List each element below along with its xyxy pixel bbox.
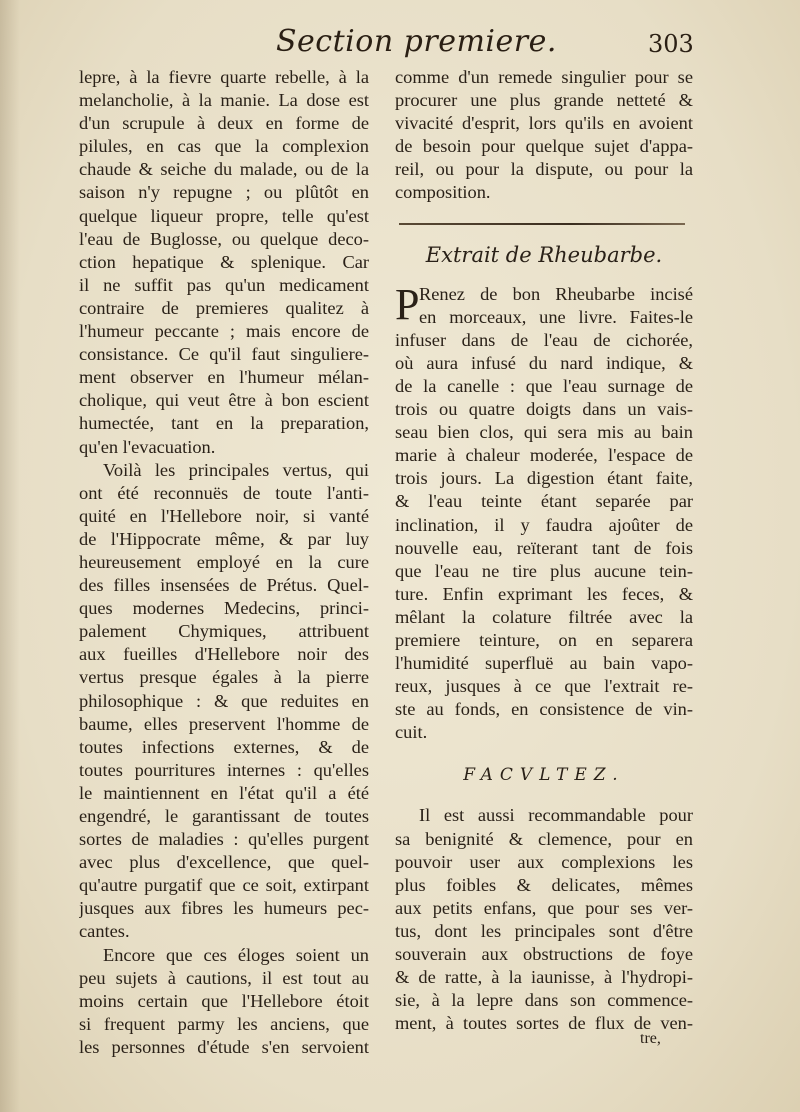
- text-line: cantes.: [79, 921, 130, 942]
- text-line: ment, à toutes sortes de flux de ven-: [395, 1013, 693, 1034]
- text-line: sa benignité & clemence, pour en: [395, 828, 693, 849]
- text-line: l'humidité superfluë au bain vapo-: [395, 653, 693, 674]
- text-line: pouvoir user aux complexions les: [395, 851, 693, 872]
- text-line: mêlant la colature filtrée avec la: [395, 606, 693, 627]
- text-line: ste au fonds, en consistence de vin-: [395, 699, 693, 720]
- text-line: vivacité d'esprit, lors qu'ils en avoient: [395, 113, 693, 134]
- text-line: reux, jusques à ce que l'extrait re-: [395, 676, 693, 697]
- text-line: aux petits enfans, que pour ses ver-: [395, 897, 693, 918]
- text-line: d'un scrupule à deux en forme de: [79, 113, 369, 134]
- text-line: humectée, tant en la preparation,: [79, 413, 369, 434]
- text-line: toutes pourritures internes : qu'elles: [79, 759, 369, 780]
- text-line: l'humeur peccante ; mais encore de: [79, 321, 369, 342]
- right-column: [395, 66, 693, 1035]
- page-edge-shadow: [0, 0, 20, 1112]
- text-line: & de ratte, à la iaunisse, à l'hydropi-: [395, 967, 693, 988]
- text-line: que l'eau ne tire plus aucune tein-: [395, 560, 693, 581]
- text-line: contraire de premieres qualitez à: [79, 297, 369, 318]
- section-heading-facultez: FACVLTEZ.: [463, 765, 625, 786]
- page-number: 303: [648, 30, 694, 58]
- text-line: Encore que ces éloges soient un: [103, 944, 369, 965]
- text-line: nouvelle eau, reïterant tant de fois: [395, 537, 693, 558]
- text-line: de l'Hippocrate même, & par luy: [79, 528, 369, 549]
- text-line: consistance. Ce qu'il faut singuliere-: [79, 344, 369, 365]
- page-header: [0, 14, 800, 64]
- text-line: comme d'un remede singulier pour se: [395, 67, 693, 87]
- text-line: reil, ou pour la dispute, ou pour la: [395, 159, 693, 180]
- text-line: lepre, à la fievre quarte rebelle, à la: [79, 67, 369, 87]
- text-line: ont été reconnuës de toute l'anti-: [79, 482, 369, 503]
- catchword: tre,: [640, 1030, 661, 1047]
- text-line: ture. Enfin exprimant les feces, &: [395, 583, 693, 604]
- text-line: palement Chymiques, attribuent: [79, 621, 369, 642]
- text-line: heureusement employé en la cure: [79, 551, 369, 572]
- text-line: qu'autre purgatif que ce soit, extirpant: [79, 875, 369, 896]
- text-line: avec plus d'excellence, que quel-: [79, 852, 369, 873]
- text-line: en morceaux, une livre. Faites-le: [419, 306, 693, 327]
- text-line: toutes infections externes, & de: [79, 736, 369, 757]
- text-line: le maintiennent en l'état qu'il a été: [79, 782, 369, 803]
- text-line: engendré, le garantissant de toutes: [79, 806, 369, 826]
- text-line: vertus presque égales à la pierre: [79, 667, 369, 688]
- text-line: melancholie, à la manie. La dose est: [79, 90, 369, 111]
- drop-cap: P: [395, 279, 420, 329]
- text-line: marie à chaleur moderée, l'espace de: [395, 445, 693, 466]
- text-line: quelque liqueur propre, telle qu'est: [79, 205, 369, 226]
- text-line: ment observer en l'humeur mélan-: [79, 367, 369, 388]
- text-line: chaude & seiche du malade, ou de la: [79, 159, 369, 180]
- extrait-paragraph: [395, 279, 693, 745]
- text-line: procurer une plus grande netteté &: [395, 90, 693, 111]
- text-line: saison n'y repugne ; ou plûtôt en: [79, 182, 369, 203]
- text-line: Voilà les principales vertus, qui: [103, 459, 369, 480]
- text-line: cuit.: [395, 722, 428, 743]
- text-line: & l'eau teinte étant separée par: [395, 491, 693, 512]
- text-line: peu sujets à cautions, il est tout au: [79, 967, 369, 988]
- text-line: aux fueilles d'Hellebore noir des: [79, 644, 369, 665]
- text-line: seau bien clos, qui sera mis au bain: [395, 422, 693, 443]
- text-line: tus, dont les principales sont d'être: [395, 920, 693, 941]
- text-line: jusques aux fibres les humeurs pec-: [79, 898, 369, 919]
- text-line: inclination, il y faudra ajoûter de: [395, 514, 693, 535]
- text-line: si frequent parmy les anciens, que: [79, 1013, 369, 1034]
- text-line: Renez de bon Rheubarbe incisé: [419, 283, 693, 304]
- text-line: qu'en l'evacuation.: [79, 436, 216, 457]
- text-line: Il est aussi recommandable pour: [419, 805, 693, 826]
- text-line: l'eau de Buglosse, ou quelque deco-: [79, 228, 369, 249]
- section-divider: [399, 223, 685, 225]
- text-line: philosophique : & que reduites en: [79, 690, 369, 711]
- text-line: souverain aux obstructions de foye: [395, 944, 693, 964]
- text-line: sortes de maladies : qu'elles purgent: [79, 829, 369, 850]
- text-line: plus foibles & delicates, mêmes: [395, 874, 693, 895]
- text-line: moins certain que l'Hellebore étoit: [79, 990, 369, 1011]
- text-line: ques modernes Medecins, princi-: [79, 598, 369, 619]
- text-line: les personnes d'étude s'en servoient: [79, 1036, 369, 1057]
- section-heading-extrait: Extrait de Rheubarbe.: [425, 242, 663, 267]
- text-line: où aura infusé du nard indique, &: [395, 352, 693, 373]
- text-line: trois ou quatre doigts dans un vais-: [395, 399, 693, 420]
- text-line: sie, à la lepre dans son commence-: [395, 990, 693, 1011]
- running-title: Section premiere.: [276, 24, 557, 59]
- text-line: premiere teinture, on en separera: [395, 629, 693, 650]
- text-line: baume, elles preservent l'homme de: [79, 713, 369, 734]
- text-line: infuser dans de l'eau de cichorée,: [395, 329, 693, 350]
- text-line: de besoin pour quelque sujet d'appa-: [395, 136, 693, 157]
- text-line: pilules, en cas que la complexion: [79, 136, 369, 157]
- text-line: composition.: [395, 182, 491, 203]
- text-line: des filles insensées de Prétus. Quel-: [79, 575, 369, 596]
- text-line: de la canelle : que l'eau surnage de: [395, 375, 693, 396]
- text-line: trois jours. La digestion étant faite,: [395, 468, 693, 489]
- text-line: ction hepatique & splenique. Car: [79, 251, 369, 272]
- text-line: cholique, qui veut être à bon escient: [79, 390, 369, 411]
- text-line: il ne suffit pas qu'un medicament: [79, 274, 369, 295]
- left-column: [79, 66, 369, 1059]
- text-line: quité en l'Hellebore noir, si vanté: [79, 505, 369, 526]
